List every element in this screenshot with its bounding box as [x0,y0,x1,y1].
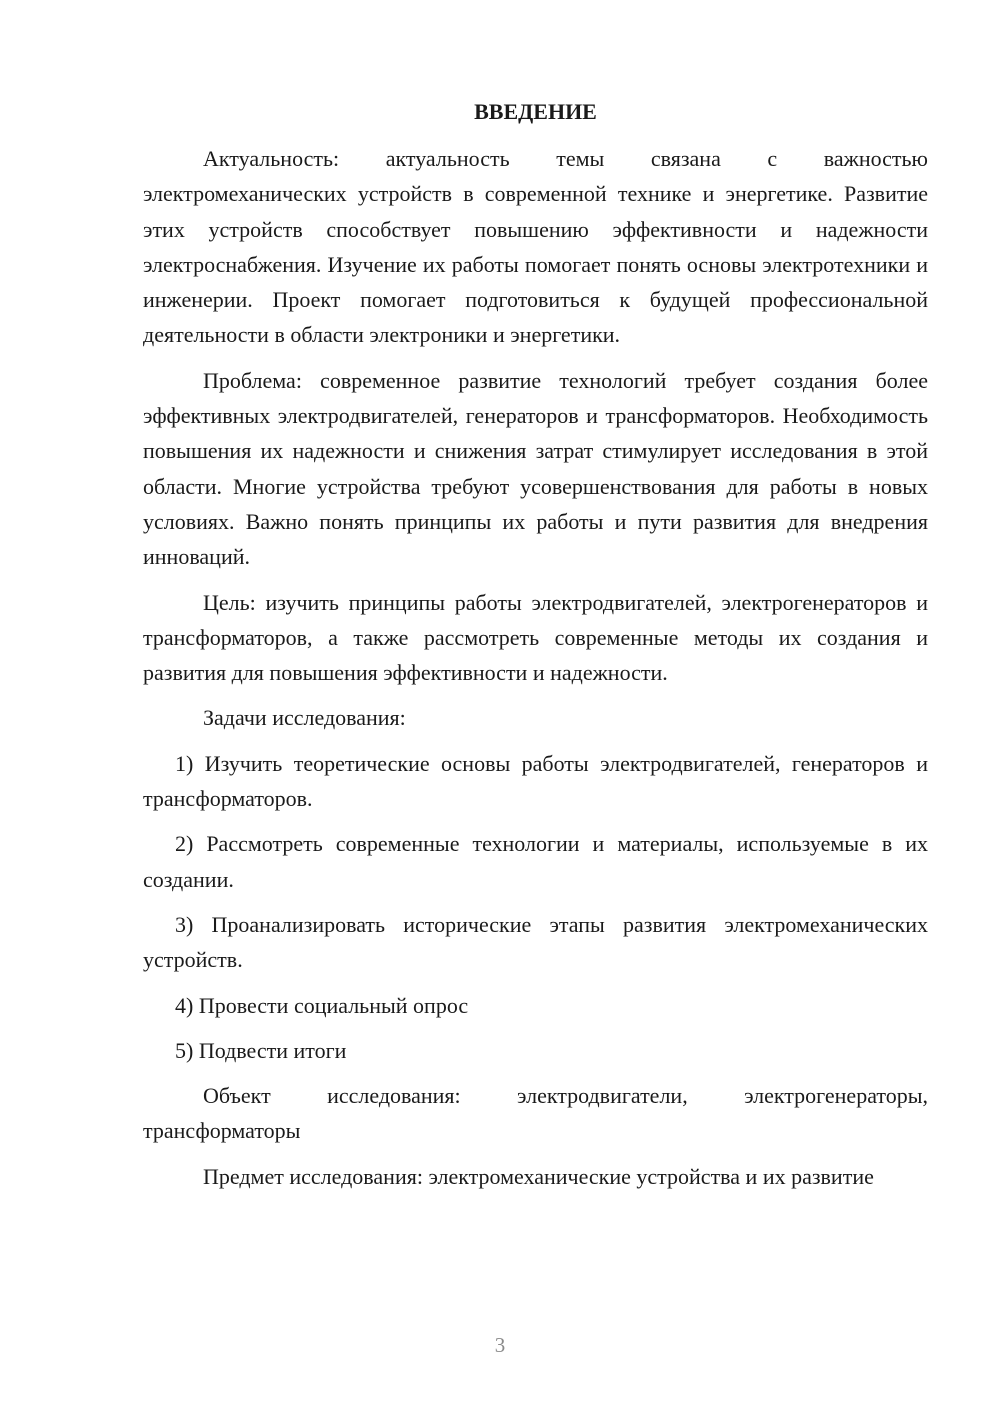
task-item-3: 3) Проанализировать исторические этапы развития электромеханических устройств. [143,911,928,973]
relevance-paragraph: Актуальность: актуальность темы связана с важностью электромеханических устройств в современной технике и энергетике. Развитие этих устройств способствует повышению эффективности и надежности электроснабжения. Изучение их работы помогает понять основы электротехники и инженерии. Проект помогает подготовиться к будущей профессиональной деятельности в области электроники и энергетики. [143,146,928,348]
task-item-4: 4) Провести социальный опрос [175,992,469,1018]
subject-paragraph: Предмет исследования: электромеханические устройства и их развитие [203,1163,874,1189]
page-number: 3 [494,1333,506,1357]
page-title: ВВЕДЕНИЕ [474,99,597,124]
problem-paragraph: Проблема: современное развитие технологий требует создания более эффективных электродвигателей, генераторов и трансформаторов. Необходимость повышения их надежности и снижения затрат стимулирует исследования в этой области. Многие устройства требуют усовершенствования для работы в новых условиях. Важно понять принципы их работы и пути развития для внедрения инноваций. [143,367,928,570]
task-item-1: 1) Изучить теоретические основы работы электродвигателей, генераторов и трансформаторов. [143,750,928,812]
page-content [143,94,928,1204]
task-item-5: 5) Подвести итоги [175,1037,347,1063]
tasks-heading: Задачи исследования: [203,705,406,731]
object-paragraph: Объект исследования: электродвигатели, электрогенераторы, трансформаторы [143,1083,928,1144]
goal-paragraph: Цель: изучить принципы работы электродвигателей, электрогенераторов и трансформаторов, а также рассмотреть современные методы их создания и развития для повышения эффективности и надежности. [143,589,928,686]
task-item-2: 2) Рассмотреть современные технологии и материалы, используемые в их создании. [143,831,928,892]
